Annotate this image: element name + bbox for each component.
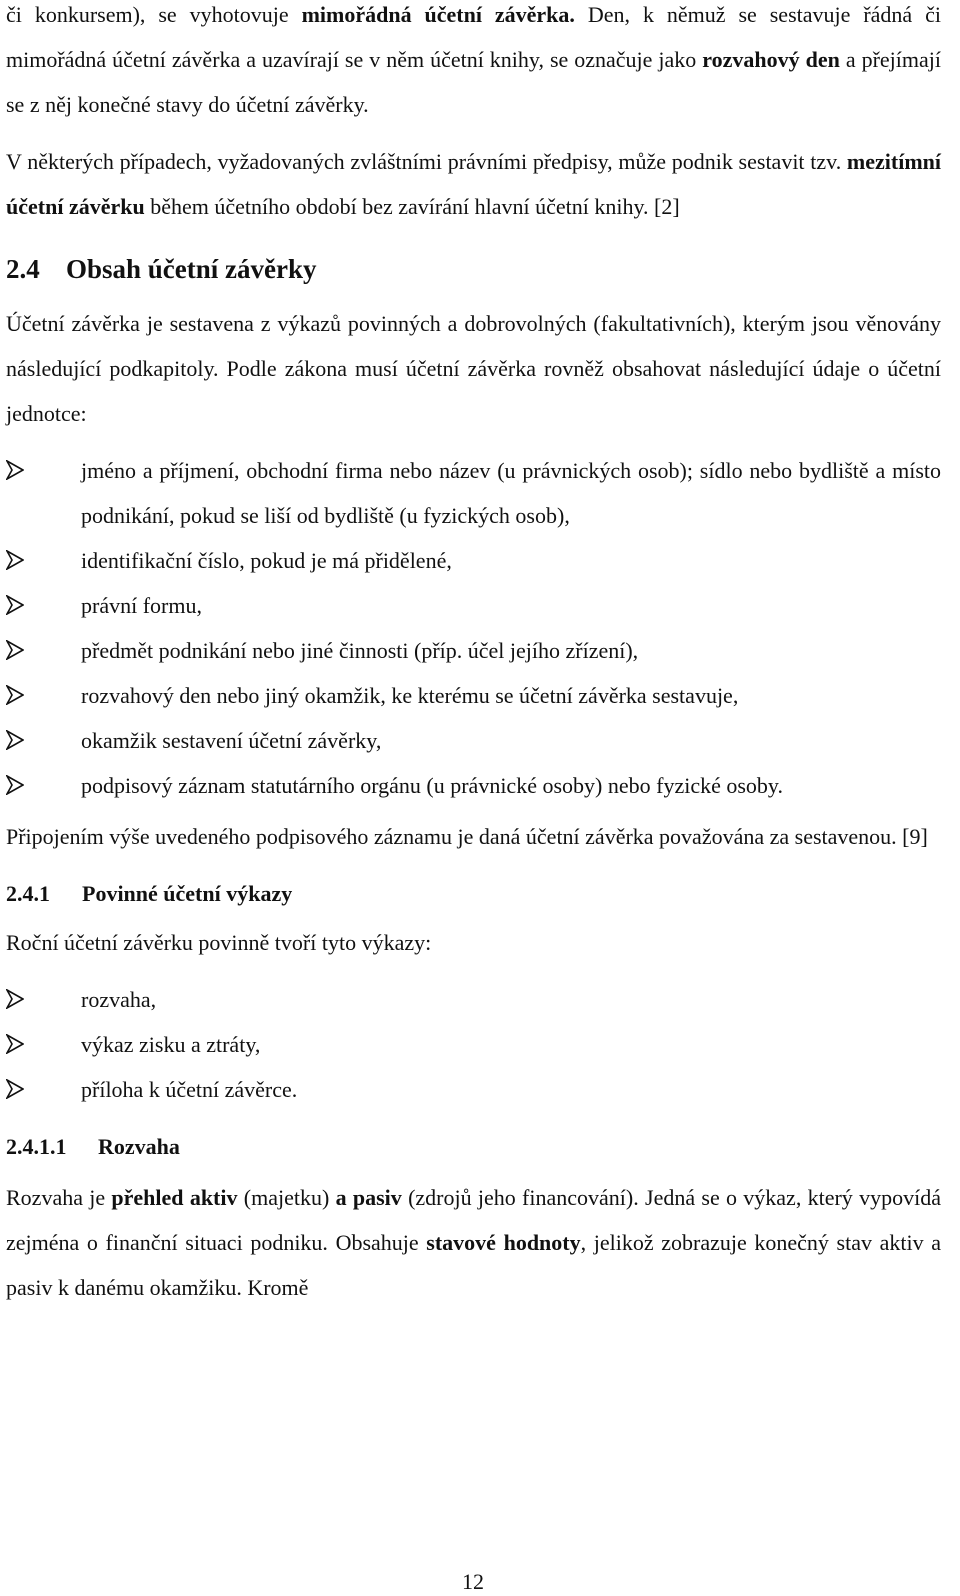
term-mimoradna-ucetni-zaverka: mimořádná účetní závěrka. [301,2,575,27]
document-page [6,0,941,1310]
list-item [6,583,941,628]
text-run: během účetního období bez zavírání hlavní účetní knihy. [2] [144,194,680,219]
statements-list [6,977,941,1112]
list-item-text: rozvaha, [81,987,157,1012]
paragraph-signature-note: Připojením výše uvedeného podpisového záznamu je daná účetní závěrka považována za sestavenou. [9] [6,824,928,849]
arrowhead-bullet-icon [6,1034,24,1054]
list-item [6,448,941,538]
arrowhead-bullet-icon [6,775,24,795]
paragraph-interim-closing [6,139,941,229]
list-item [6,538,941,583]
arrowhead-bullet-icon [6,595,24,615]
list-item [6,718,941,763]
term-prehled-aktiv: přehled aktiv [111,1185,238,1210]
text-run: a přejímají se z něj konečné stavy do účetní závěrky. [6,47,941,117]
section-title: Obsah účetní závěrky [66,254,317,284]
text-run: (zdrojů jeho financování). Jedná se o výkaz, který vypovídá zejména o finanční situaci podniku. Obsahuje [6,1185,941,1255]
paragraph-contents-intro: Účetní závěrka je sestavena z výkazů povinných a dobrovolných (fakultativních), kterým jsou věnovány následující podkapitoly. Podle zákona musí účetní závěrka rovněž obsahovat následující údaje o účetní jednotce: [6,311,941,426]
arrowhead-bullet-icon [6,685,24,705]
term-stavove-hodnoty: stavové hodnoty [426,1230,581,1255]
entity-details-list [6,448,941,808]
list-item-text: podpisový záznam statutárního orgánu (u právnické osoby) nebo fyzické osoby. [81,773,783,798]
text-run: V některých případech, vyžadovaných zvláštními právními předpisy, může podnik sestavit tzv. [6,149,847,174]
section-heading-2-4 [6,249,941,289]
list-item-text: rozvahový den nebo jiný okamžik, ke kterému se účetní závěrka sestavuje, [81,683,739,708]
paragraph-extraordinary-closing [6,0,941,127]
section-number: 2.4 [6,254,40,284]
list-item [6,628,941,673]
arrowhead-bullet-icon [6,1079,24,1099]
page-number: 12 [462,1569,484,1594]
section-title: Rozvaha [98,1134,180,1159]
arrowhead-bullet-icon [6,640,24,660]
term-mezitimni-ucetni-zaverka: mezitímní účetní závěrku [6,149,941,219]
section-heading-2-4-1 [6,871,941,916]
paragraph-balance-sheet [6,1175,941,1310]
list-item-text: právní formu, [81,593,202,618]
text-run: (majetku) [237,1185,336,1210]
paragraph-mandatory-statements: Roční účetní závěrku povinně tvoří tyto výkazy: [6,930,432,955]
list-item [6,1022,941,1067]
list-item [6,1067,941,1112]
arrowhead-bullet-icon [6,989,24,1009]
section-number: 2.4.1 [6,881,50,906]
section-number: 2.4.1.1 [6,1134,67,1159]
list-item-text: výkaz zisku a ztráty, [81,1032,261,1057]
text-run: Rozvaha je [6,1185,112,1210]
list-item-text: okamžik sestavení účetní závěrky, [81,728,382,753]
list-item [6,763,941,808]
list-item [6,977,941,1022]
text-run: , jelikož zobrazuje konečný stav aktiv a pasiv k danému okamžiku. Kromě [6,1230,942,1300]
section-title: Povinné účetní výkazy [82,881,293,906]
list-item-text: identifikační číslo, pokud je má přidělené, [81,548,452,573]
arrowhead-bullet-icon [6,460,24,480]
list-item [6,673,941,718]
text-run: Den, k němuž se sestavuje řádná či mimořádná účetní závěrka a uzavírají se v něm účetní knihy, se označuje jako [6,2,942,72]
term-a-pasiv: a pasiv [335,1185,402,1210]
arrowhead-bullet-icon [6,550,24,570]
arrowhead-bullet-icon [6,730,24,750]
text-run: či konkursem), se vyhotovuje [6,2,302,27]
list-item-text: příloha k účetní závěrce. [81,1077,298,1102]
section-heading-2-4-1-1 [6,1124,941,1169]
list-item-text: jméno a příjmení, obchodní firma nebo název (u právnických osob); sídlo nebo bydliště a místo podnikání, pokud se liší od bydliště (u fyzických osob), [81,458,941,528]
term-rozvahovy-den: rozvahový den [702,47,840,72]
list-item-text: předmět podnikání nebo jiné činnosti (příp. účel jejího zřízení), [81,638,639,663]
